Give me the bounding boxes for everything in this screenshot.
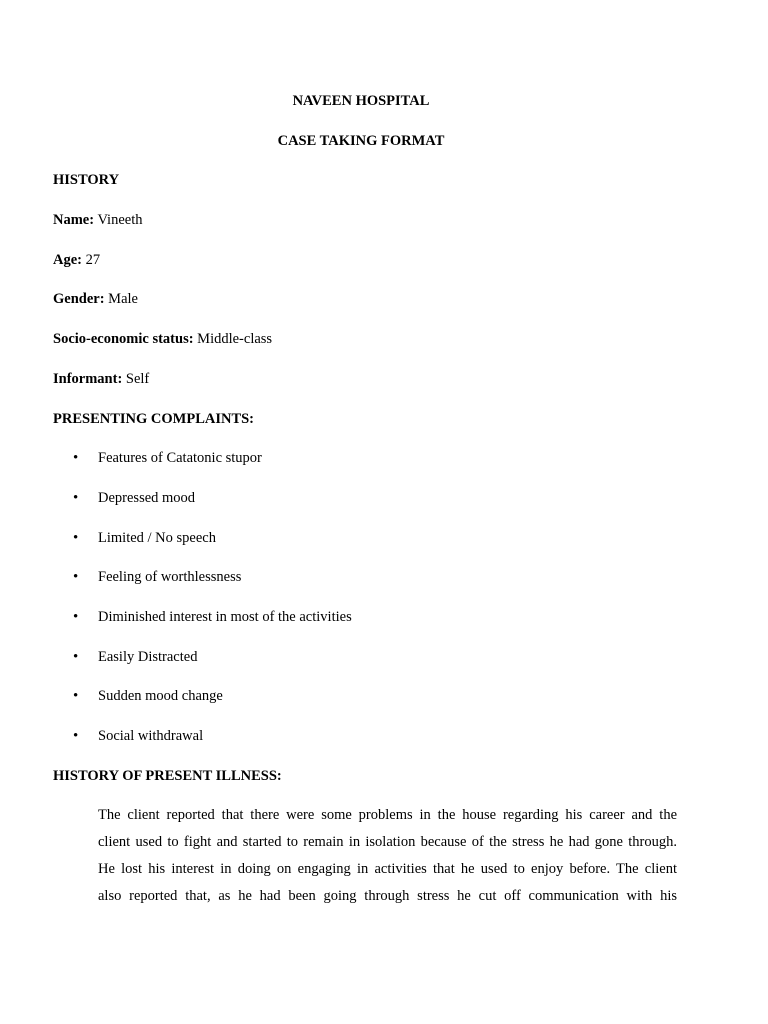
field-value: 27	[85, 252, 101, 268]
bullet-icon: •	[73, 450, 79, 466]
field-value: Male	[108, 291, 138, 307]
bullet-icon: •	[73, 728, 79, 744]
field-value: Self	[125, 371, 150, 387]
bullet-icon: •	[73, 530, 79, 546]
list-item-text: Sudden mood change	[98, 688, 223, 704]
list-item-text: Feeling of worthlessness	[98, 569, 242, 585]
complaints-heading: PRESENTING COMPLAINTS:	[53, 411, 255, 427]
field-gender	[53, 291, 138, 308]
list-item-text: Social withdrawal	[98, 728, 204, 744]
bullet-icon: •	[73, 688, 79, 704]
field-name	[53, 212, 142, 229]
hospital-name: NAVEEN HOSPITAL	[292, 93, 430, 109]
field-label: Name:	[53, 212, 95, 228]
paragraph-line: He lost his interest in doing on engaging in activities that he used to enjoy before. The client	[98, 861, 677, 877]
list-item-text: Easily Distracted	[98, 649, 198, 665]
bullet-icon: •	[73, 609, 79, 625]
format-title: CASE TAKING FORMAT	[277, 133, 445, 149]
paragraph-line: client used to fight and started to remain in isolation because of the stress he had gone through.	[98, 834, 677, 850]
list-item-text: Diminished interest in most of the activities	[98, 609, 352, 625]
field-age	[53, 252, 100, 269]
bullet-icon: •	[73, 569, 79, 585]
list-item-text: Limited / No speech	[98, 530, 216, 546]
present-illness-paragraph	[98, 802, 677, 910]
paragraph-line: also reported that, as he had been going through stress he cut off communication with his	[98, 888, 677, 904]
field-label: Gender:	[53, 291, 105, 307]
bullet-icon: •	[73, 490, 79, 506]
field-socioeconomic-status	[53, 331, 272, 348]
bullet-icon: •	[73, 649, 79, 665]
field-value: Middle-class	[197, 331, 273, 347]
field-label: Informant:	[53, 371, 123, 387]
field-value: Vineeth	[97, 212, 143, 228]
present-illness-heading: HISTORY OF PRESENT ILLNESS:	[53, 768, 282, 784]
list-item-text: Depressed mood	[98, 490, 196, 506]
history-heading: HISTORY	[53, 172, 120, 188]
field-label: Socio-economic status:	[53, 331, 194, 347]
paragraph-line: The client reported that there were some problems in the house regarding his career and the	[98, 807, 677, 823]
list-item-text: Features of Catatonic stupor	[98, 450, 262, 466]
field-label: Age:	[53, 252, 82, 268]
field-informant	[53, 371, 149, 388]
